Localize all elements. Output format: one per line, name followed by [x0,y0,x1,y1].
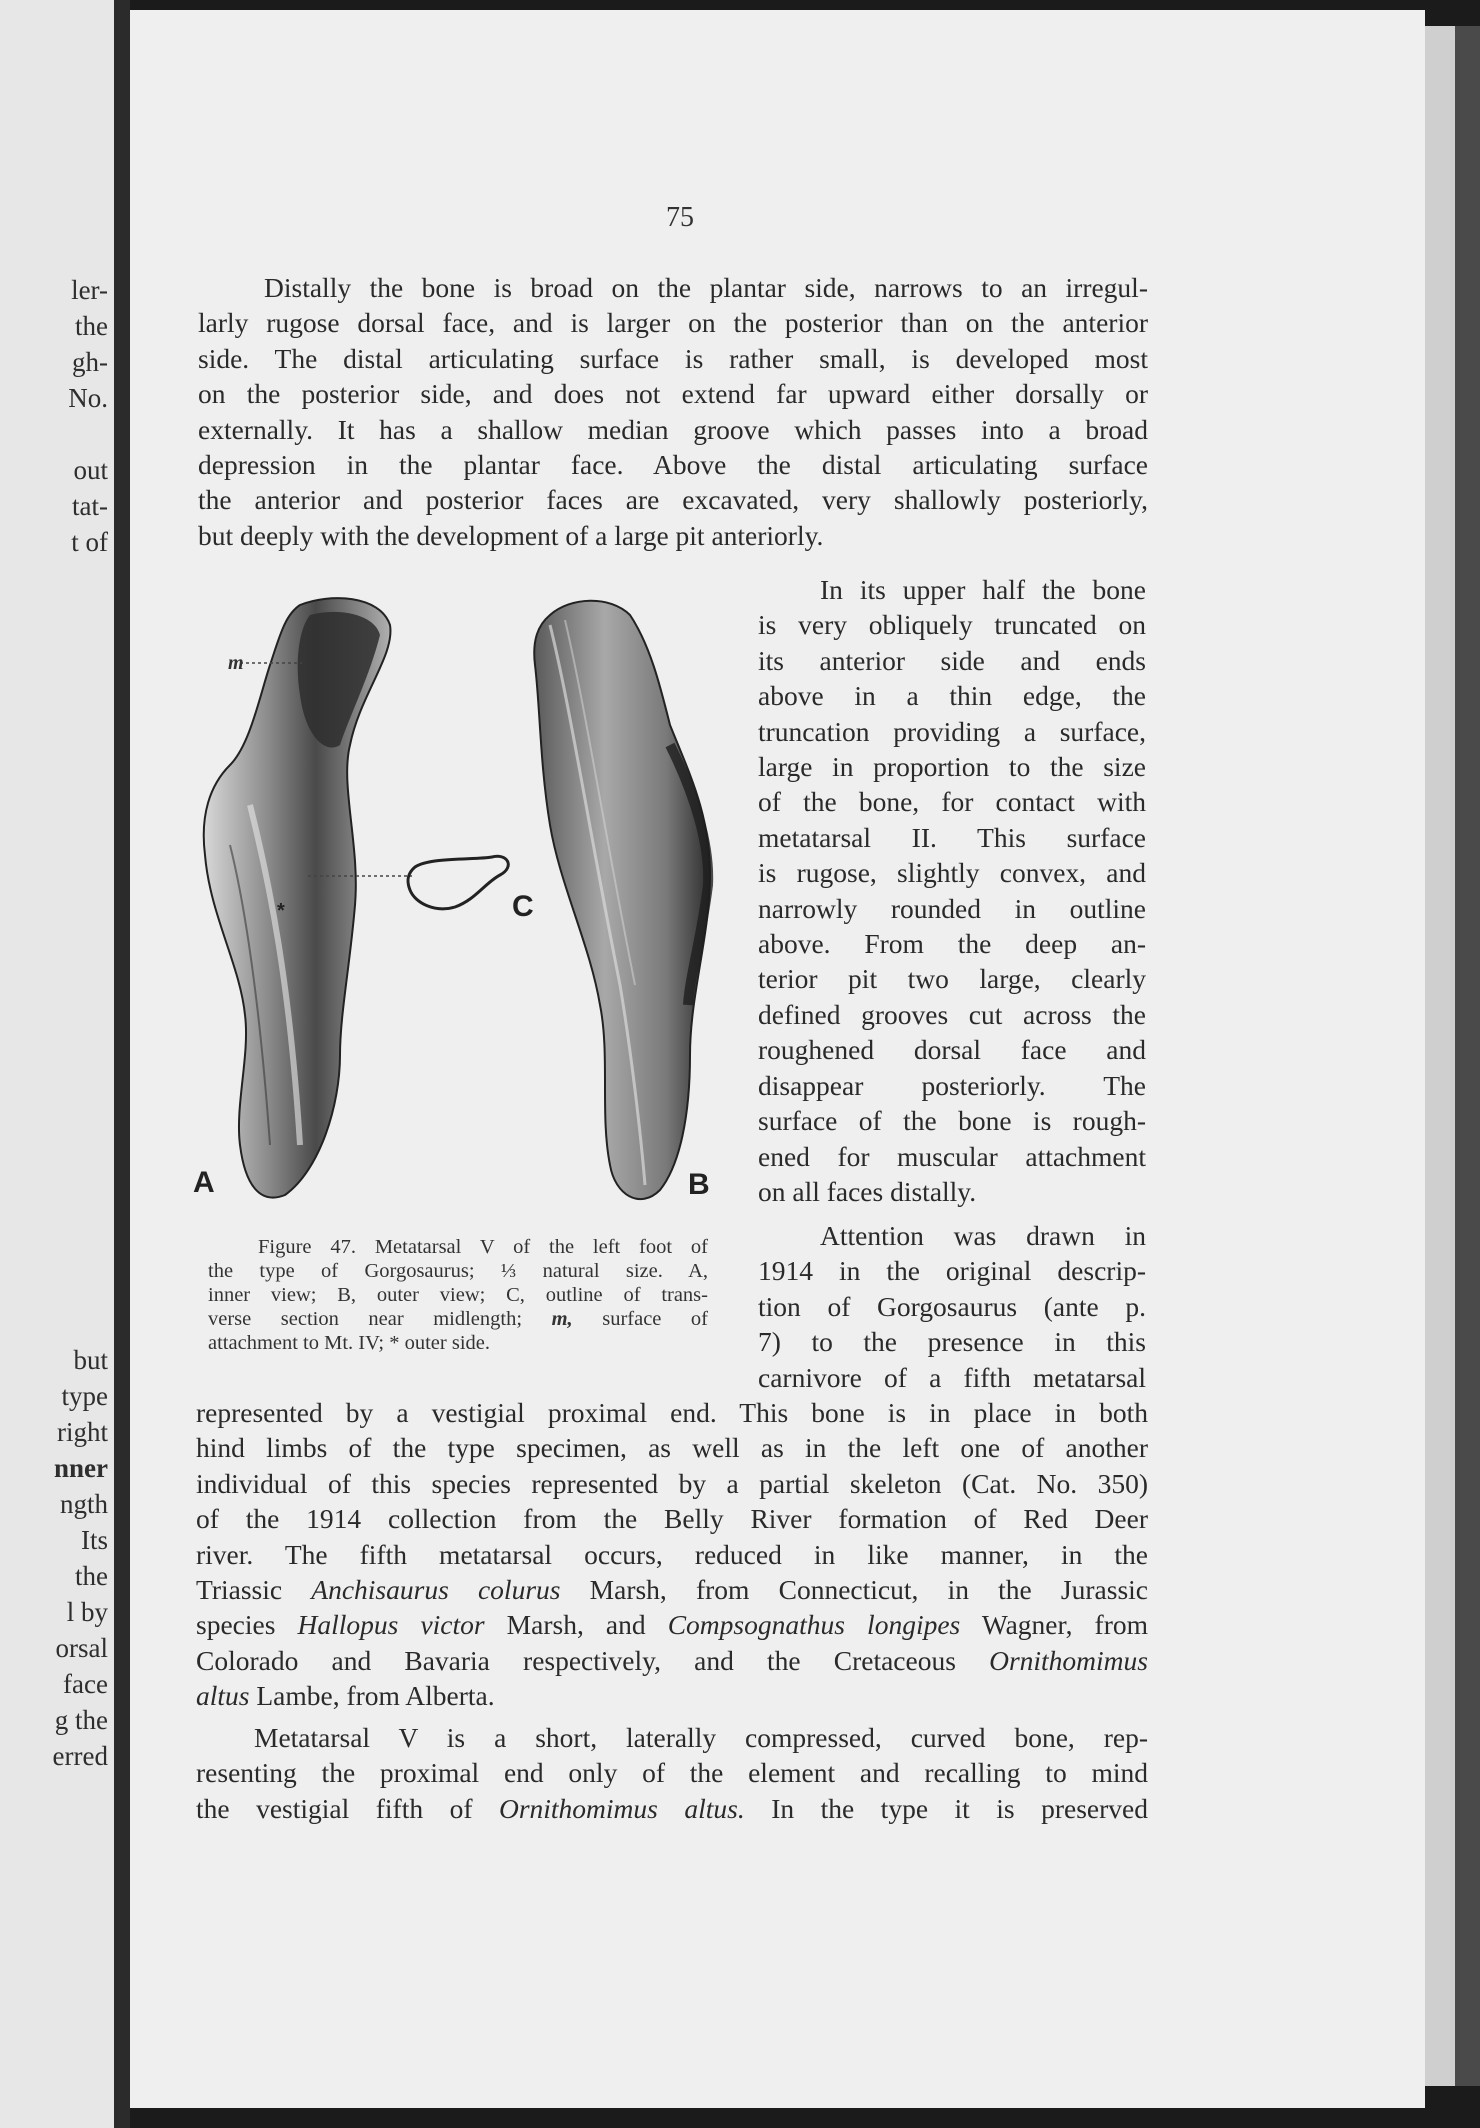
text-line: surface of the bone is rough- [758,1105,1146,1137]
bone-b-outer-view [534,601,710,1199]
paragraph-3-side [758,1218,1146,1395]
left-fragment: g the [54,1705,108,1735]
page-stack-edge [1425,26,1455,2086]
left-fragment: the [75,1561,108,1591]
text-line: terior pit two large, clearly [758,963,1146,995]
caption-line: inner view; B, outer view; C, outline of trans- [208,1284,708,1306]
text-line: Colorado and Bavaria respectively, and the Cretaceous Ornithomimus [196,1644,1148,1676]
text-line: 1914 in the original descrip- [758,1255,1146,1287]
text-line: metatarsal II. This surface [758,821,1146,853]
text-line: large in proportion to the size [758,751,1146,783]
left-fragment: right [57,1417,108,1447]
text-line: tion of Gorgosaurus (ante p. [758,1290,1146,1322]
left-fragment: but [73,1345,108,1375]
figure-47-illustration [190,585,750,1215]
left-fragment: type [61,1381,108,1411]
page-number: 75 [666,202,694,233]
caption-line: the type of Gorgosaurus; ⅓ natural size. A, [208,1260,708,1282]
paragraph-4 [196,1720,1148,1826]
text-line: individual of this species represented by a partial skeleton (Cat. No. 350) [196,1467,1148,1499]
text-line: above in a thin edge, the [758,680,1146,712]
label-m: m [228,652,244,674]
left-fragment: orsal [55,1633,108,1663]
left-fragment: l by [66,1597,108,1627]
text-line: is very obliquely truncated on [758,609,1146,641]
left-fragment: out [73,455,108,485]
text-line: truncation providing a surface, [758,715,1146,747]
text-line: Triassic Anchisaurus colurus Marsh, from Connecticut, in the Jurassic [196,1574,1148,1606]
label-c: C [512,890,534,923]
text-line: In its upper half the bone [820,574,1146,605]
text-line: depression in the plantar face. Above the distal articulating surface [198,449,1148,481]
left-fragment: ler- [71,275,108,305]
text-line: disappear posteriorly. The [758,1069,1146,1101]
left-fragment: erred [52,1741,108,1771]
text-line: hind limbs of the type specimen, as well as in the left one of another [196,1432,1148,1464]
text-line: above. From the deep an- [758,928,1146,960]
species-name: Ornithomimus [989,1644,1148,1676]
page-shadow [1455,26,1480,2086]
left-fragment: face [63,1669,108,1699]
paragraph-3-full [196,1395,1148,1714]
species-name: Ornithomimus altus. [498,1792,745,1824]
cross-section-outline-c [408,856,508,908]
left-page-fragment [0,0,114,2128]
text-line: narrowly rounded in outline [758,892,1146,924]
paragraph-1 [198,270,1148,553]
text-line: resenting the proximal end only of the element and recalling to mind [196,1757,1148,1789]
text-line: on all faces distally. [758,1175,977,1207]
species-name: altus [196,1680,250,1712]
left-fragment: ngth [59,1489,108,1519]
outer-side-asterisk: * [277,900,285,922]
text-line: altus Lambe, from Alberta. [196,1680,495,1712]
text-line: species Hallopus victor Marsh, and Compsognathus longipes Wagner, from [196,1609,1148,1641]
species-name: Hallopus victor [297,1609,485,1641]
label-a: A [193,1166,215,1199]
text-line: ened for muscular attachment [758,1140,1146,1172]
text-line: is rugose, slightly convex, and [758,857,1146,889]
text-line: roughened dorsal face and [758,1034,1146,1066]
caption-line: Figure 47. Metatarsal V of the left foot of [258,1236,708,1258]
species-name: Anchisaurus colurus [311,1574,561,1606]
text-line: on the posterior side, and does not extend far upward either dorsally or [198,378,1148,410]
text-line: the vestigial fifth of Ornithomimus altus. In the type it is preserved [196,1792,1148,1824]
text-line: Distally the bone is broad on the plantar side, narrows to an irregul- [264,272,1148,303]
text-line: of the 1914 collection from the Belly River formation of Red Deer [196,1503,1148,1535]
caption-line: attachment to Mt. IV; * outer side. [208,1332,490,1354]
text-line: river. The fifth metatarsal occurs, reduced in like manner, in the [196,1538,1148,1570]
left-fragment: Its [81,1525,108,1555]
text-line: Metatarsal V is a short, laterally compressed, curved bone, rep- [254,1722,1148,1753]
text-line: Attention was drawn in [820,1220,1146,1251]
left-fragment: nner [54,1453,108,1483]
figure-caption [208,1235,708,1355]
left-fragment: t of [71,527,108,557]
left-fragment: No. [68,383,108,413]
text-line: carnivore of a fifth metatarsal [758,1361,1146,1393]
paragraph-2 [758,572,1146,1209]
text-line: its anterior side and ends [758,644,1146,676]
left-fragment: the [75,311,108,341]
text-line: the anterior and posterior faces are excavated, very shallowly posteriorly, [198,484,1148,516]
text-line: defined grooves cut across the [758,998,1146,1030]
text-line: larly rugose dorsal face, and is larger on the posterior than on the anterior [198,307,1148,339]
text-line: externally. It has a shallow median groove which passes into a broad [198,413,1148,445]
caption-line: verse section near midlength; m, surface of [208,1308,709,1330]
text-line: of the bone, for contact with [758,786,1146,818]
book-gutter [114,0,130,2128]
species-name: Compsognathus longipes [667,1609,961,1641]
label-b: B [688,1168,710,1201]
text-line: side. The distal articulating surface is rather small, is developed most [198,342,1148,374]
text-line: represented by a vestigial proximal end. This bone is in place in both [196,1397,1148,1428]
text-line: but deeply with the development of a large pit anteriorly. [198,519,824,551]
left-fragment: tat- [72,491,108,521]
text-line: 7) to the presence in this [758,1326,1146,1358]
left-fragment: gh- [72,347,108,377]
